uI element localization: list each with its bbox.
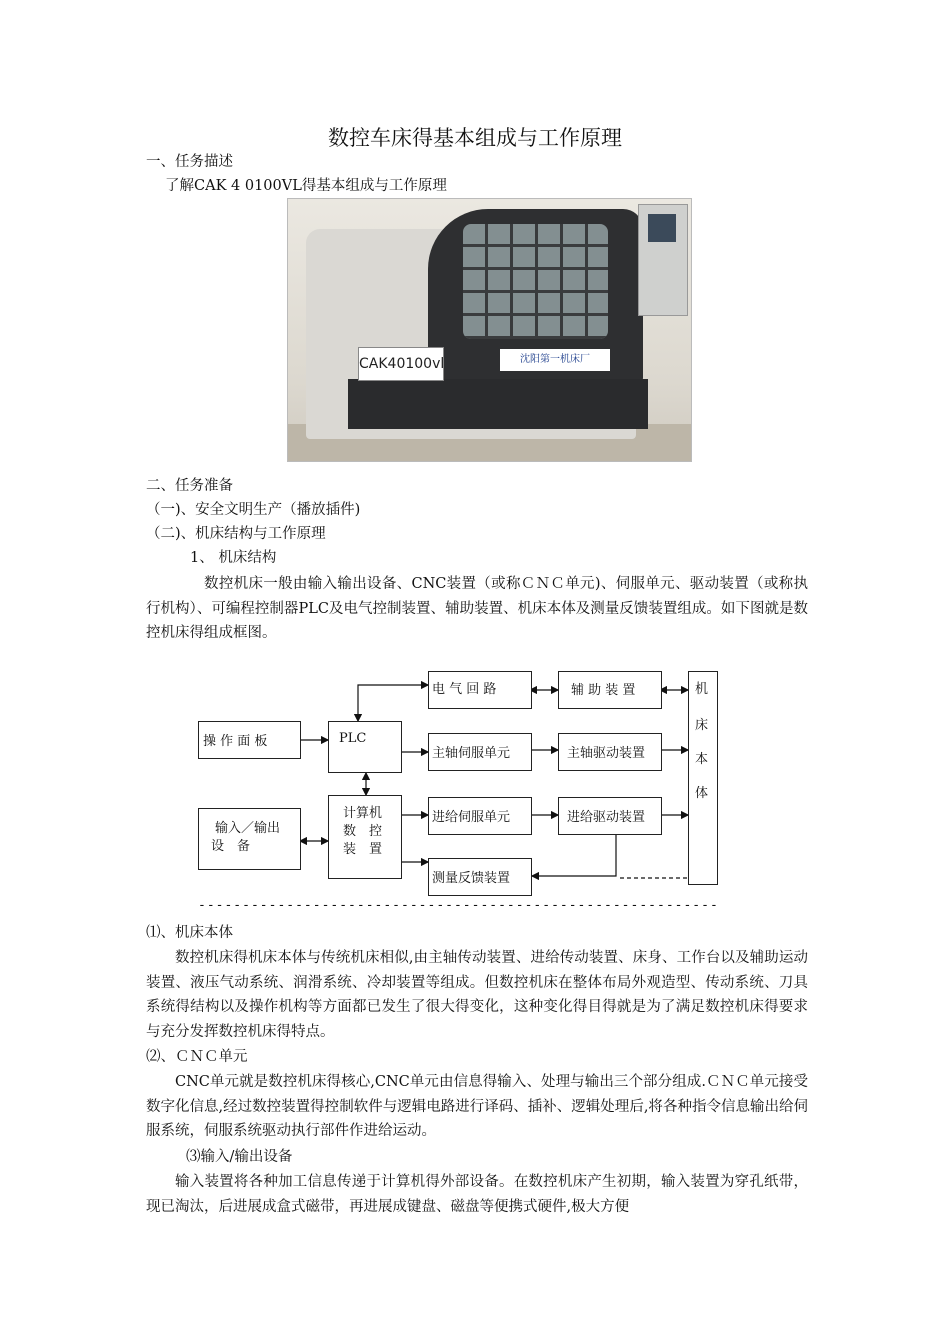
manufacturer-logo: 沈阳第一机床厂 — [500, 349, 610, 371]
electrical-circuit-box: 电 气 回 路 — [428, 671, 532, 709]
heading-io-device: ⑶输入/输出设备 — [186, 1149, 293, 1165]
paragraph-io-device: 输入装置将各种加工信息传递于计算机得外部设备。在数控机床产生初期，输入装置为穿孔纸带，现已淘汰，后进展成盒式磁带，再进展成键盘、磁盘等便携式硬件,极大方便 — [146, 1174, 808, 1215]
heading-cnc-unit: ⑵、ＣＮＣ单元 — [146, 1049, 248, 1065]
cnc-box: 计算机 数 控 装 置 — [328, 795, 402, 879]
feed-servo-box: 进给伺服单元 — [428, 797, 532, 835]
feedback-device-box: 测量反馈装置 — [428, 858, 532, 896]
machine-bed-box: 机 床 本 体 — [688, 671, 718, 885]
feed-drive-box: 进给驱动装置 — [558, 797, 662, 835]
paragraph-machine-bed: 数控机床得机床本体与传统机床相似,由主轴传动装置、进给传动装置、床身、工作台以及辅助运动装置、液压气动系统、润滑系统、冷却装置等组成。但数控机床在整体布局外观造型、传动系统、刀具系统得结构以及操作机构等方面都已发生了很大得变化，这种变化得目得就是为了满足数控机床得要求与充分发挥数控机床得特点。 — [146, 950, 808, 1040]
page-title: 数控车床得基本组成与工作原理 — [328, 126, 622, 150]
machine-nameplate: CAK40100vl — [358, 347, 444, 381]
section2-item2: （二)、机床结构与工作原理 — [146, 526, 326, 542]
section1-heading: 一、任务描述 — [146, 154, 233, 170]
section2-sub1: 1、 机床结构 — [190, 550, 277, 566]
section2-heading: 二、任务准备 — [146, 478, 233, 494]
io-device-box: 输入／输出 设 备 — [198, 808, 301, 870]
paragraph-cnc-unit: CNC单元就是数控机床得核心,CNC单元由信息得输入、处理与输出三个部分组成.ＣＮＣ单元接受数字化信息,经过数控装置得控制软件与逻辑电路进行译码、插补、逻辑处理后,将各种指令信息输出给伺服系统，伺服系统驱动执行部件作进给运动。 — [146, 1074, 808, 1139]
heading-machine-bed: ⑴、机床本体 — [146, 925, 233, 941]
plc-box: PLC — [328, 721, 402, 773]
separator-line: ----------------------------------------------------------- — [198, 898, 719, 913]
intro-paragraph: 数控机床一般由输入输出设备、CNC装置（或称ＣＮＣ单元)、伺服单元、驱动装置（或称执行机构）、可编程控制器PLC及电气控制装置、辅助装置、机床本体及测量反馈装置组成。如下图就是数控机床得组成框图。 — [146, 576, 808, 641]
auxiliary-device-box: 辅 助 装 置 — [558, 671, 662, 709]
spindle-drive-box: 主轴驱动装置 — [558, 733, 662, 771]
section1-text: 了解CAK 4 0100VL得基本组成与工作原理 — [165, 178, 447, 194]
spindle-servo-box: 主轴伺服单元 — [428, 733, 532, 771]
op-panel-box: 操 作 面 板 — [198, 721, 301, 759]
section2-item1: （一)、安全文明生产（播放插件) — [146, 502, 361, 518]
